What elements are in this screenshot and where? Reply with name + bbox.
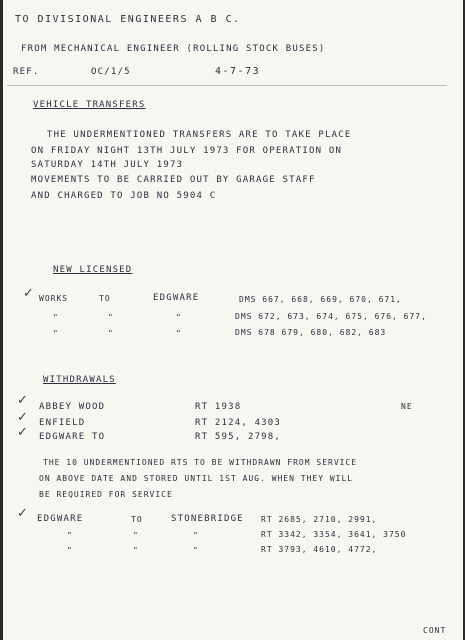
ditto-cell: " [133, 546, 139, 555]
tick-mark: ✓ [17, 506, 28, 521]
ditto-cell: " [193, 531, 199, 540]
ditto-cell: " [108, 313, 114, 322]
intro-line: ON FRIDAY NIGHT 13TH JULY 1973 FOR OPERATION ON [31, 146, 343, 156]
from-line: FROM MECHANICAL ENGINEER (ROLLING STOCK BUSES) [21, 44, 326, 54]
tick-mark: ✓ [17, 393, 28, 408]
from-cell: WORKS [39, 294, 69, 303]
ditto-cell: " [176, 313, 182, 322]
dest-cell: EDGWARE [153, 293, 200, 303]
new-licensed-heading: NEW LICENSED [53, 265, 133, 275]
ref-label: REF. [13, 67, 40, 77]
vehicles-cell: DMS 678 679, 680, 682, 683 [235, 328, 387, 337]
vehicles-cell: DMS 672, 673, 674, 675, 676, 677, [235, 312, 427, 321]
ditto-cell: " [67, 546, 73, 555]
document-page [3, 0, 463, 640]
vehicles-cell: RT 3342, 3354, 3641, 3750 [261, 530, 407, 539]
intro-line: AND CHARGED TO JOB NO 5904 C [31, 191, 217, 201]
tick-mark: ✓ [23, 286, 34, 301]
ditto-cell: " [53, 313, 59, 322]
ref-value: OC/1/5 [91, 67, 131, 77]
continued-mark: CONT [423, 626, 447, 635]
ditto-cell: " [108, 329, 114, 338]
vehicles-cell: DMS 667, 668, 669, 670, 671, [239, 295, 402, 304]
place-cell: ABBEY WOOD [39, 402, 106, 412]
note-cell: NE [401, 402, 413, 411]
to-cell: TO [99, 294, 111, 303]
ditto-cell: " [193, 546, 199, 555]
section-heading: VEHICLE TRANSFERS [33, 100, 146, 110]
intro-line: MOVEMENTS TO BE CARRIED OUT BY GARAGE STAFF [31, 175, 316, 185]
withdraw-para-line: THE 10 UNDERMENTIONED RTS TO BE WITHDRAWN FROM SERVICE [43, 458, 358, 467]
ditto-cell: " [67, 531, 73, 540]
withdraw-para-line: BE REQUIRED FOR SERVICE [39, 490, 173, 499]
header-rule [7, 85, 447, 86]
vehicles-cell: RT 1938 [195, 402, 242, 412]
vehicles-cell: RT 2685, 2710, 2991, [261, 515, 378, 524]
ditto-cell: " [176, 329, 182, 338]
to-line: TO DIVISIONAL ENGINEERS A B C. [15, 14, 241, 25]
ditto-cell: " [133, 531, 139, 540]
vehicles-cell: RT 595, 2798, [195, 432, 282, 442]
tick-mark: ✓ [17, 410, 28, 425]
dest-cell: STONEBRIDGE [171, 514, 244, 524]
withdrawals-heading: WITHDRAWALS [43, 375, 116, 385]
intro-line: THE UNDERMENTIONED TRANSFERS ARE TO TAKE PLACE [47, 130, 352, 140]
intro-line: SATURDAY 14TH JULY 1973 [31, 160, 184, 170]
from-cell: EDGWARE [37, 514, 84, 524]
withdraw-para-line: ON ABOVE DATE AND STORED UNTIL 1ST AUG. WHEN THEY WILL [39, 474, 354, 483]
memo-date: 4-7-73 [215, 66, 261, 77]
tick-mark: ✓ [17, 425, 28, 440]
place-cell: EDGWARE TO [39, 432, 106, 442]
to-cell: TO [131, 515, 143, 524]
ditto-cell: " [53, 329, 59, 338]
vehicles-cell: RT 3793, 4610, 4772, [261, 545, 378, 554]
place-cell: ENFIELD [39, 418, 86, 428]
vehicles-cell: RT 2124, 4303 [195, 418, 282, 428]
